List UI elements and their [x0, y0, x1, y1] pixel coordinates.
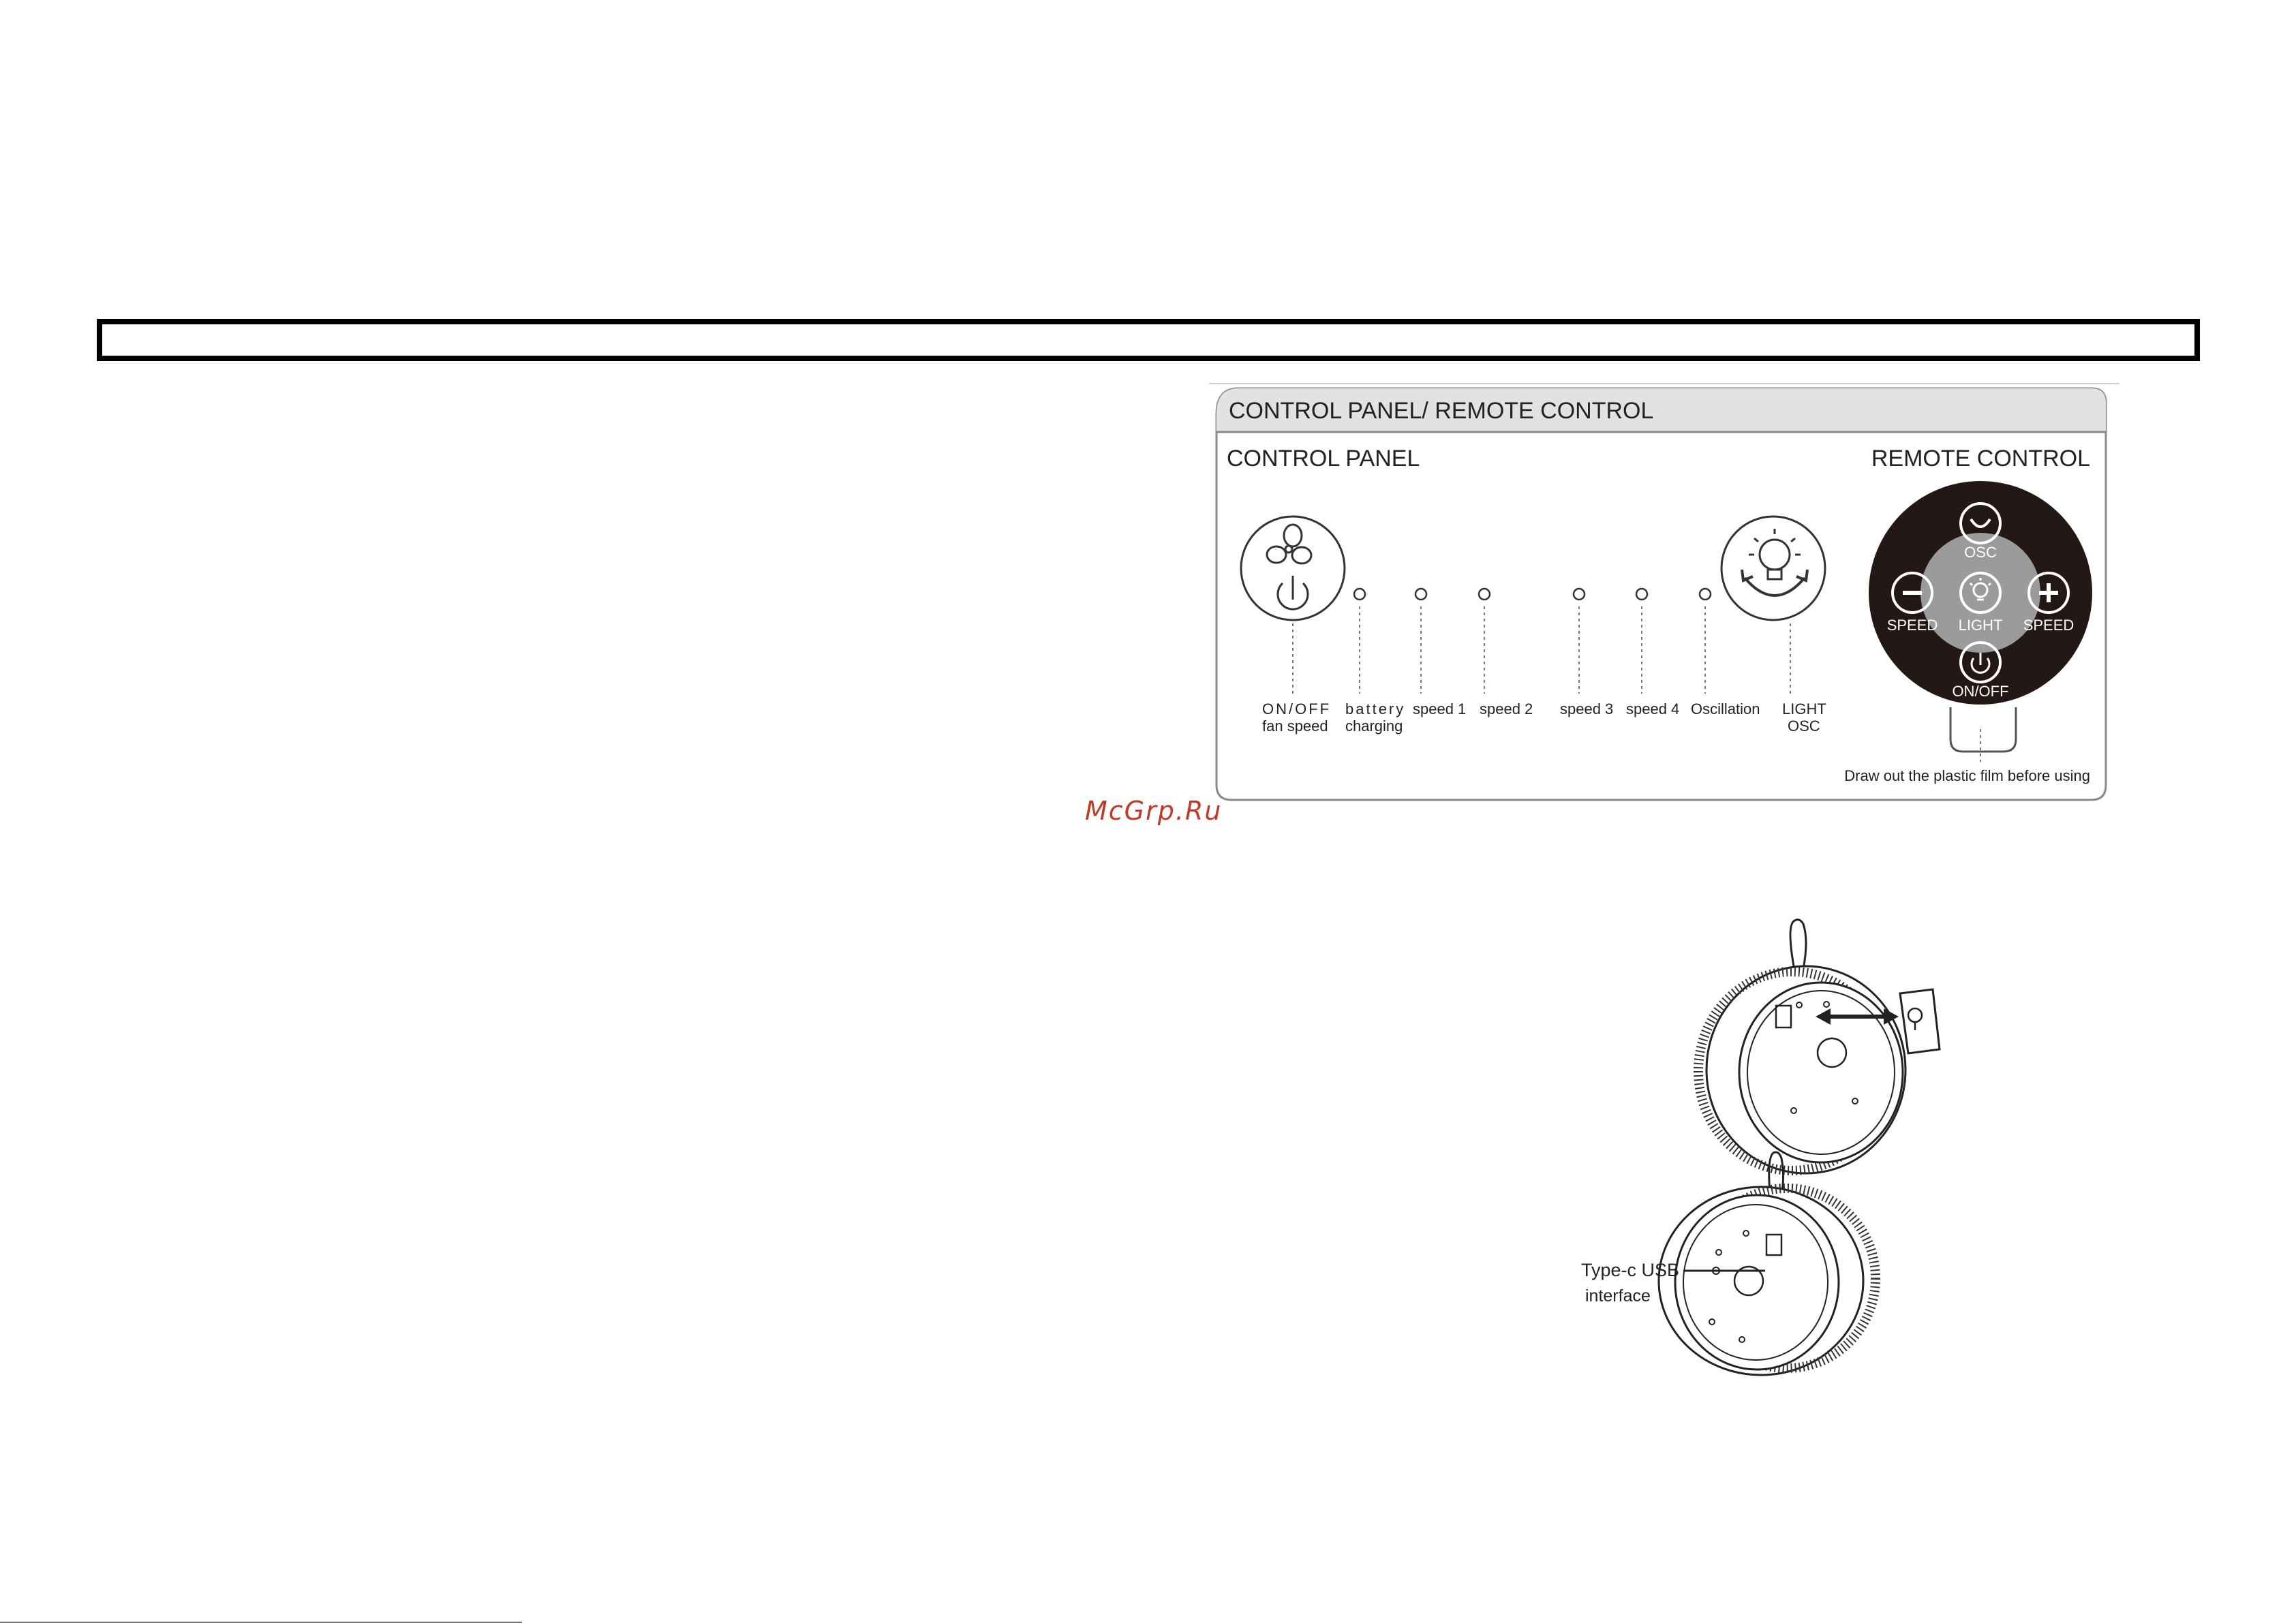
remote-control-title: REMOTE CONTROL [1871, 446, 2090, 472]
plastic-film-note: Draw out the plastic film before using [1844, 767, 2090, 784]
plastic-film-tab[interactable] [1950, 707, 2016, 752]
battery-charging-led [1354, 589, 1365, 600]
fan-speed-label: fan speed [1262, 717, 1328, 735]
control-panel-title: CONTROL PANEL [1227, 446, 1420, 472]
speed2-led [1479, 589, 1490, 600]
usb-interface-label-line2: interface [1585, 1286, 1651, 1305]
remote-osc-label: OSC [1964, 544, 1997, 561]
remote-speed-plus-label: SPEED [2023, 617, 2075, 634]
onoff-label: ON/OFF [1262, 700, 1332, 717]
speed3-led [1574, 589, 1585, 600]
speed1-label: speed 1 [1413, 700, 1467, 717]
device-wall-mount-illustration [1698, 920, 1940, 1173]
remote-speed-minus-label: SPEED [1886, 617, 1938, 634]
remote-onoff-label: ON/OFF [1952, 683, 2009, 700]
speed4-led [1636, 589, 1647, 600]
device-usb-illustration [1659, 1152, 1876, 1375]
osc-label: OSC [1788, 717, 1820, 735]
speed1-led [1415, 589, 1426, 600]
speed2-label: speed 2 [1480, 700, 1533, 717]
hanging-strap [1790, 920, 1806, 969]
charging-label: charging [1345, 717, 1403, 735]
watermark: McGrp.Ru [1085, 796, 1223, 826]
panel-header-title: CONTROL PANEL/ REMOTE CONTROL [1229, 398, 1654, 424]
light-osc-button[interactable] [1721, 516, 1825, 620]
speed4-label: speed 4 [1626, 700, 1680, 717]
usb-interface-label-line1: Type-c USB [1581, 1260, 1680, 1280]
remote-light-label: LIGHT [1958, 617, 2003, 634]
onoff-fan-button[interactable] [1241, 516, 1345, 620]
light-label: LIGHT [1782, 700, 1826, 717]
oscillation-label: Oscillation [1691, 700, 1760, 717]
wall-plate [1900, 989, 1940, 1053]
oscillation-led [1700, 589, 1711, 600]
battery-label: battery [1345, 700, 1406, 717]
speed3-label: speed 3 [1560, 700, 1614, 717]
